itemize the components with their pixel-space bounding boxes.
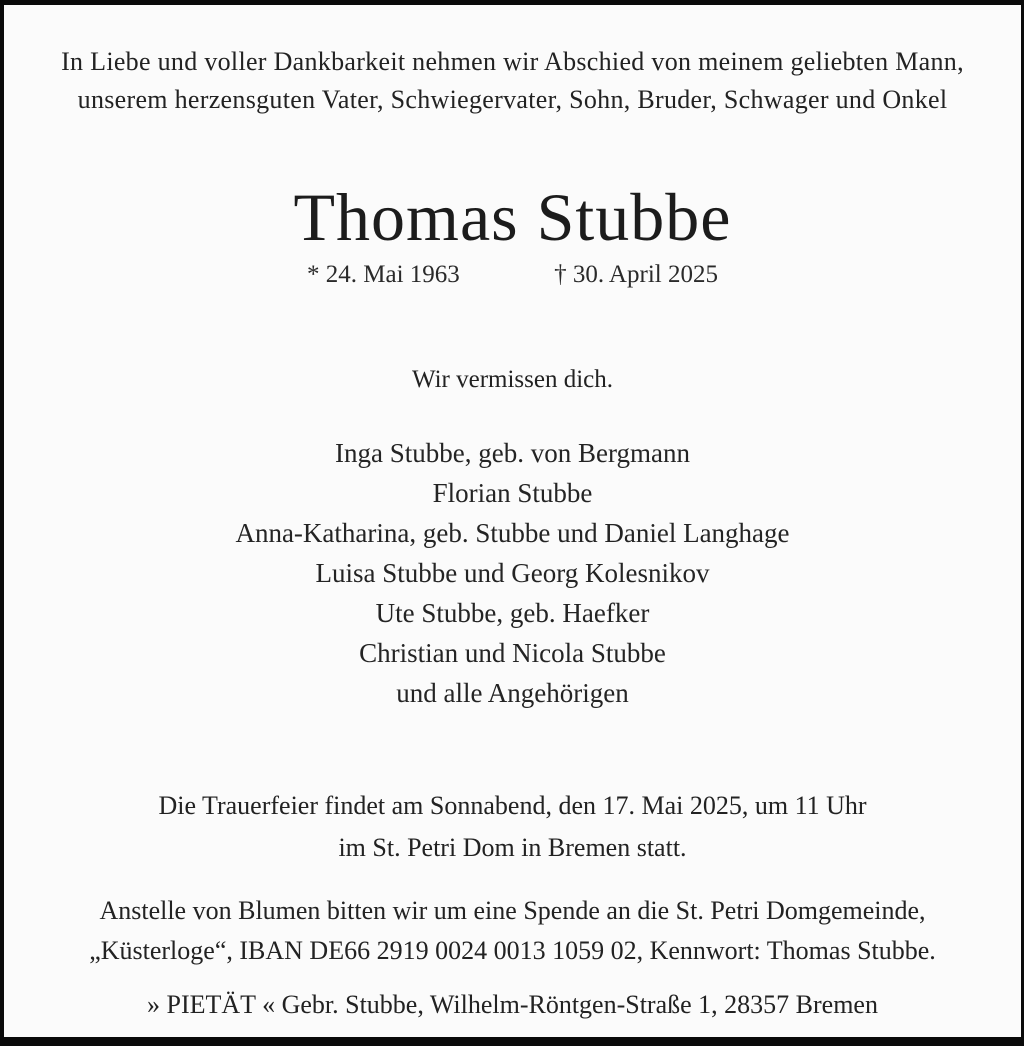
deceased-name: Thomas Stubbe bbox=[293, 179, 732, 255]
donation-details bbox=[4, 891, 1021, 971]
funeral-home-line: » PIETÄT « Gebr. Stubbe, Wilhelm-Röntgen-Straße 1, 28357 Bremen bbox=[147, 990, 878, 1019]
intro-text bbox=[4, 43, 1021, 119]
mourner-line: Christian und Nicola Stubbe bbox=[359, 638, 666, 668]
mourner-line: Florian Stubbe bbox=[432, 478, 593, 508]
birth-date: * 24. Mai 1963 bbox=[307, 261, 460, 288]
mourner-line: und alle Angehörigen bbox=[396, 678, 629, 708]
intro-line-2: unserem herzensguten Vater, Schwiegervater, Sohn, Bruder, Schwager und Onkel bbox=[77, 85, 948, 114]
service-details bbox=[4, 785, 1021, 869]
mourner-line: Luisa Stubbe und Georg Kolesnikov bbox=[315, 558, 710, 588]
intro-line-1: In Liebe und voller Dankbarkeit nehmen wir Abschied von meinem geliebten Mann, bbox=[61, 47, 964, 76]
death-date: † 30. April 2025 bbox=[554, 261, 718, 288]
mourner-line: Anna-Katharina, geb. Stubbe und Daniel Langhage bbox=[235, 518, 790, 548]
donation-line-1: Anstelle von Blumen bitten wir um eine Spende an die St. Petri Domgemeinde, bbox=[99, 896, 926, 925]
service-line-1: Die Trauerfeier findet am Sonnabend, den 17. Mai 2025, um 11 Uhr bbox=[158, 791, 867, 820]
life-dates bbox=[4, 259, 1021, 291]
mourners-list bbox=[4, 433, 1021, 713]
mourner-line: Inga Stubbe, geb. von Bergmann bbox=[335, 438, 690, 468]
donation-line-2: „Küsterloge“, IBAN DE66 2919 0024 0013 1059 02, Kennwort: Thomas Stubbe. bbox=[89, 936, 936, 965]
farewell-text: Wir vermissen dich. bbox=[411, 366, 614, 393]
service-line-2: im St. Petri Dom in Bremen statt. bbox=[338, 833, 687, 862]
mourner-line: Ute Stubbe, geb. Haefker bbox=[375, 598, 650, 628]
